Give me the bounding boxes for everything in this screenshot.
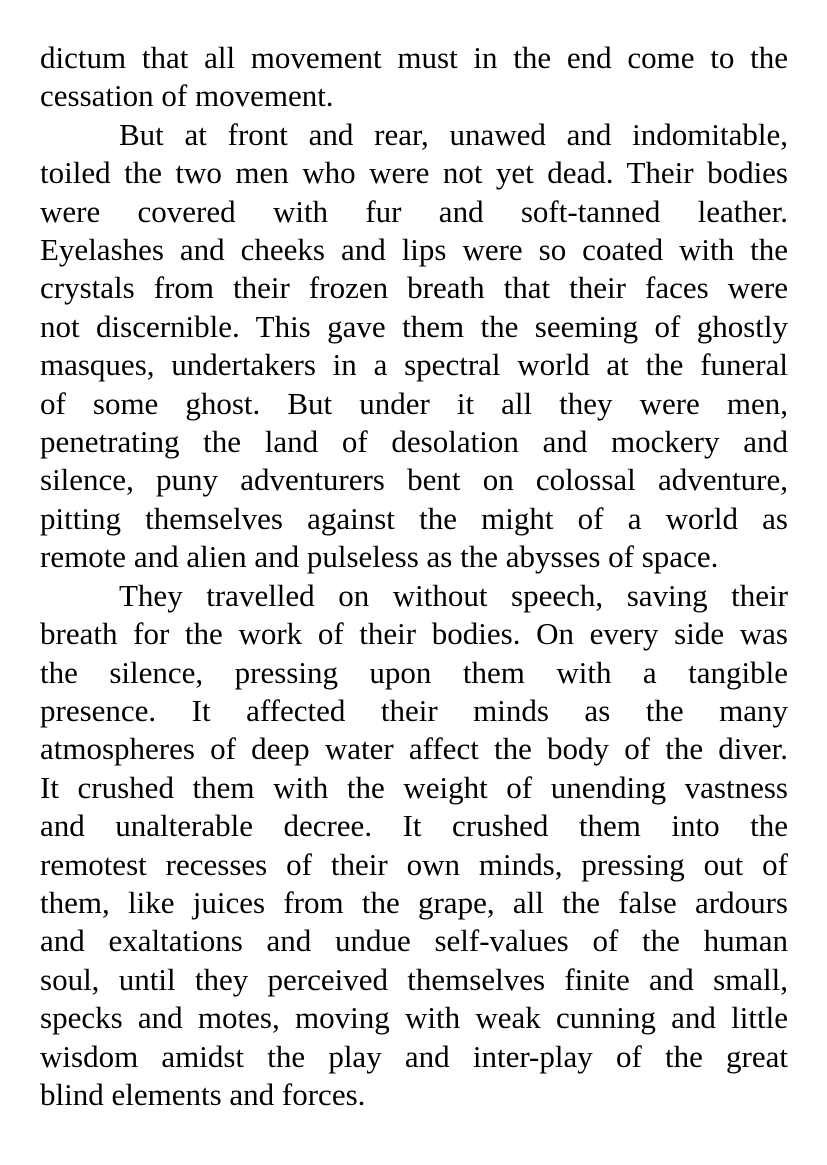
text-line: pitting themselves against the might of a world as xyxy=(40,500,788,536)
document-page xyxy=(40,39,788,1114)
text-line: cessation of movement. xyxy=(40,78,334,114)
text-line: specks and motes, moving with weak cunning and little xyxy=(40,1000,788,1036)
text-line: not discernible. This gave them the seeming of ghostly xyxy=(40,308,788,344)
text-line: It crushed them with the weight of unending vastness xyxy=(40,769,788,805)
text-line: soul, until they perceived themselves finite and small, xyxy=(40,961,788,997)
text-line: the silence, pressing upon them with a tangible xyxy=(40,654,788,690)
text-line: breath for the work of their bodies. On every side was xyxy=(40,616,788,652)
text-line: of some ghost. But under it all they were men, xyxy=(40,385,788,421)
text-line: presence. It affected their minds as the many xyxy=(40,692,788,728)
text-line: and exaltations and undue self-values of the human xyxy=(40,923,788,959)
text-line: toiled the two men who were not yet dead. Their bodies xyxy=(40,155,788,191)
text-line: wisdom amidst the play and inter-play of the great xyxy=(40,1038,788,1074)
paragraph-2 xyxy=(40,116,788,577)
text-line: remotest recesses of their own minds, pressing out of xyxy=(40,846,788,882)
paragraph-1 xyxy=(40,39,788,116)
text-line: dictum that all movement must in the end come to the xyxy=(40,40,788,75)
text-line: They travelled on without speech, saving their xyxy=(119,577,788,613)
text-line: Eyelashes and cheeks and lips were so coated with the xyxy=(40,232,788,268)
text-line: silence, puny adventurers bent on colossal adventure, xyxy=(40,462,788,498)
text-line: atmospheres of deep water affect the body of the diver. xyxy=(40,731,788,767)
text-line: crystals from their frozen breath that their faces were xyxy=(40,270,788,306)
text-line: But at front and rear, unawed and indomitable, xyxy=(119,116,788,152)
text-line: masques, undertakers in a spectral world at the funeral xyxy=(40,347,788,383)
text-line: penetrating the land of desolation and mockery and xyxy=(40,424,788,460)
text-line: them, like juices from the grape, all the false ardours xyxy=(40,884,788,920)
text-line: remote and alien and pulseless as the abysses of space. xyxy=(40,539,719,575)
paragraph-3 xyxy=(40,577,788,1115)
text-line: were covered with fur and soft-tanned leather. xyxy=(40,193,788,229)
text-line: and unalterable decree. It crushed them into the xyxy=(40,808,788,844)
text-line: blind elements and forces. xyxy=(40,1076,366,1112)
